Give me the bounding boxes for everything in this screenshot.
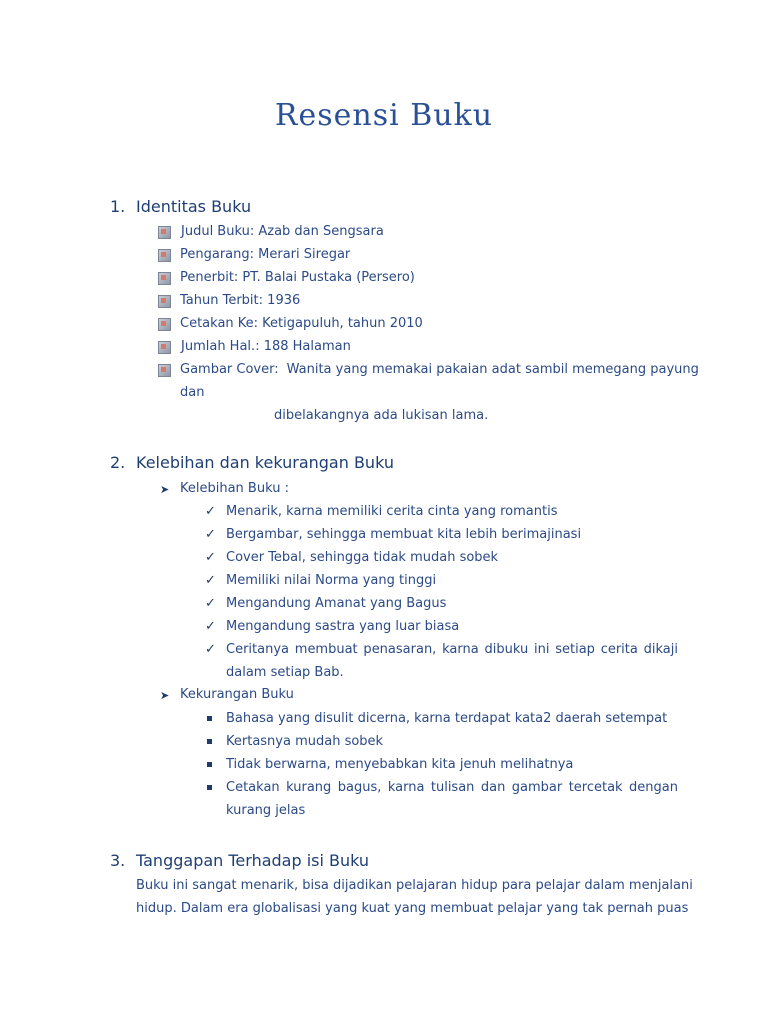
section-heading-identitas xyxy=(110,197,251,216)
bullet-image-icon xyxy=(158,364,171,377)
section-number: 1. xyxy=(110,197,126,216)
arrow-bullet-icon: ➤ xyxy=(160,689,170,702)
list-item: Memiliki nilai Norma yang tinggi xyxy=(226,573,437,588)
list-item: Mengandung Amanat yang Bagus xyxy=(226,596,447,611)
identitas-label: Judul Buku xyxy=(181,224,250,239)
identitas-label: Cetakan Ke xyxy=(180,316,254,331)
identitas-row xyxy=(181,224,384,239)
square-bullet-icon xyxy=(207,785,212,790)
identitas-continuation: dibelakangnya ada lukisan lama. xyxy=(274,408,489,423)
section-heading-tanggapan xyxy=(110,851,369,870)
identitas-continuation: dan xyxy=(180,385,205,400)
checkmark-icon: ✓ xyxy=(205,642,216,657)
identitas-label: Gambar Cover: xyxy=(180,362,279,377)
bullet-image-icon xyxy=(158,272,171,285)
identitas-label: Pengarang xyxy=(180,247,250,262)
identitas-value: : Ketigapuluh, tahun 2010 xyxy=(253,316,423,331)
list-item: Cover Tebal, sehingga tidak mudah sobek xyxy=(226,550,499,565)
section-heading-kelebihan-kekurangan xyxy=(110,453,394,472)
list-item: Mengandung sastra yang luar biasa xyxy=(226,619,460,634)
identitas-label: Jumlah Hal. xyxy=(181,339,256,354)
bullet-image-icon xyxy=(158,341,171,354)
square-bullet-icon xyxy=(207,739,212,744)
identitas-value: Wanita yang memakai pakaian adat sambil memegang payung xyxy=(286,362,699,377)
list-item: Bergambar, sehingga membuat kita lebih berimajinasi xyxy=(226,527,582,542)
checkmark-icon: ✓ xyxy=(205,619,216,634)
identitas-row xyxy=(180,293,300,308)
identitas-label: Penerbit xyxy=(180,270,234,285)
section-title: Kelebihan dan kekurangan Buku xyxy=(136,453,394,472)
identitas-row xyxy=(180,247,350,262)
identitas-row xyxy=(180,316,423,331)
subheading-kelebihan: Kelebihan Buku : xyxy=(180,481,289,496)
list-item-continuation: kurang jelas xyxy=(226,803,306,818)
identitas-value: : 188 Halaman xyxy=(255,339,351,354)
document-title: Resensi Buku xyxy=(274,98,494,133)
subheading-kekurangan: Kekurangan Buku xyxy=(180,687,294,702)
list-item: Tidak berwarna, menyebabkan kita jenuh melihatnya xyxy=(226,757,574,772)
list-item: Ceritanya membuat penasaran, karna dibuku ini setiap cerita dikaji xyxy=(226,642,678,657)
bullet-image-icon xyxy=(158,318,171,331)
list-item: Cetakan kurang bagus, karna tulisan dan gambar tercetak dengan xyxy=(226,780,678,795)
section-number: 3. xyxy=(110,851,126,870)
checkmark-icon: ✓ xyxy=(205,596,216,611)
checkmark-icon: ✓ xyxy=(205,573,216,588)
identitas-row xyxy=(180,362,699,377)
list-item: Kertasnya mudah sobek xyxy=(226,734,384,749)
section-number: 2. xyxy=(110,453,126,472)
checkmark-icon: ✓ xyxy=(205,550,216,565)
section-title: Tanggapan Terhadap isi Buku xyxy=(136,851,370,870)
checkmark-icon: ✓ xyxy=(205,527,216,542)
checkmark-icon: ✓ xyxy=(205,504,216,519)
identitas-value: : Azab dan Sengsara xyxy=(249,224,384,239)
list-item: Menarik, karna memiliki cerita cinta yang romantis xyxy=(226,504,558,519)
identitas-value: : PT. Balai Pustaka (Persero) xyxy=(233,270,415,285)
bullet-image-icon xyxy=(158,226,171,239)
square-bullet-icon xyxy=(207,716,212,721)
tanggapan-paragraph-line: Buku ini sangat menarik, bisa dijadikan pelajaran hidup para pelajar dalam menjalani xyxy=(136,878,693,893)
identitas-row xyxy=(181,339,351,354)
arrow-bullet-icon: ➤ xyxy=(160,483,170,496)
list-item: Bahasa yang disulit dicerna, karna terdapat kata2 daerah setempat xyxy=(226,711,668,726)
identitas-label: Tahun Terbit xyxy=(180,293,259,308)
tanggapan-paragraph-line: hidup. Dalam era globalisasi yang kuat yang membuat pelajar yang tak pernah puas xyxy=(136,901,689,916)
bullet-image-icon xyxy=(158,249,171,262)
section-title: Identitas Buku xyxy=(136,197,252,216)
identitas-row xyxy=(180,270,415,285)
list-item-continuation: dalam setiap Bab. xyxy=(226,665,344,680)
square-bullet-icon xyxy=(207,762,212,767)
identitas-value: : Merari Siregar xyxy=(249,247,351,262)
identitas-value: : 1936 xyxy=(258,293,301,308)
bullet-image-icon xyxy=(158,295,171,308)
